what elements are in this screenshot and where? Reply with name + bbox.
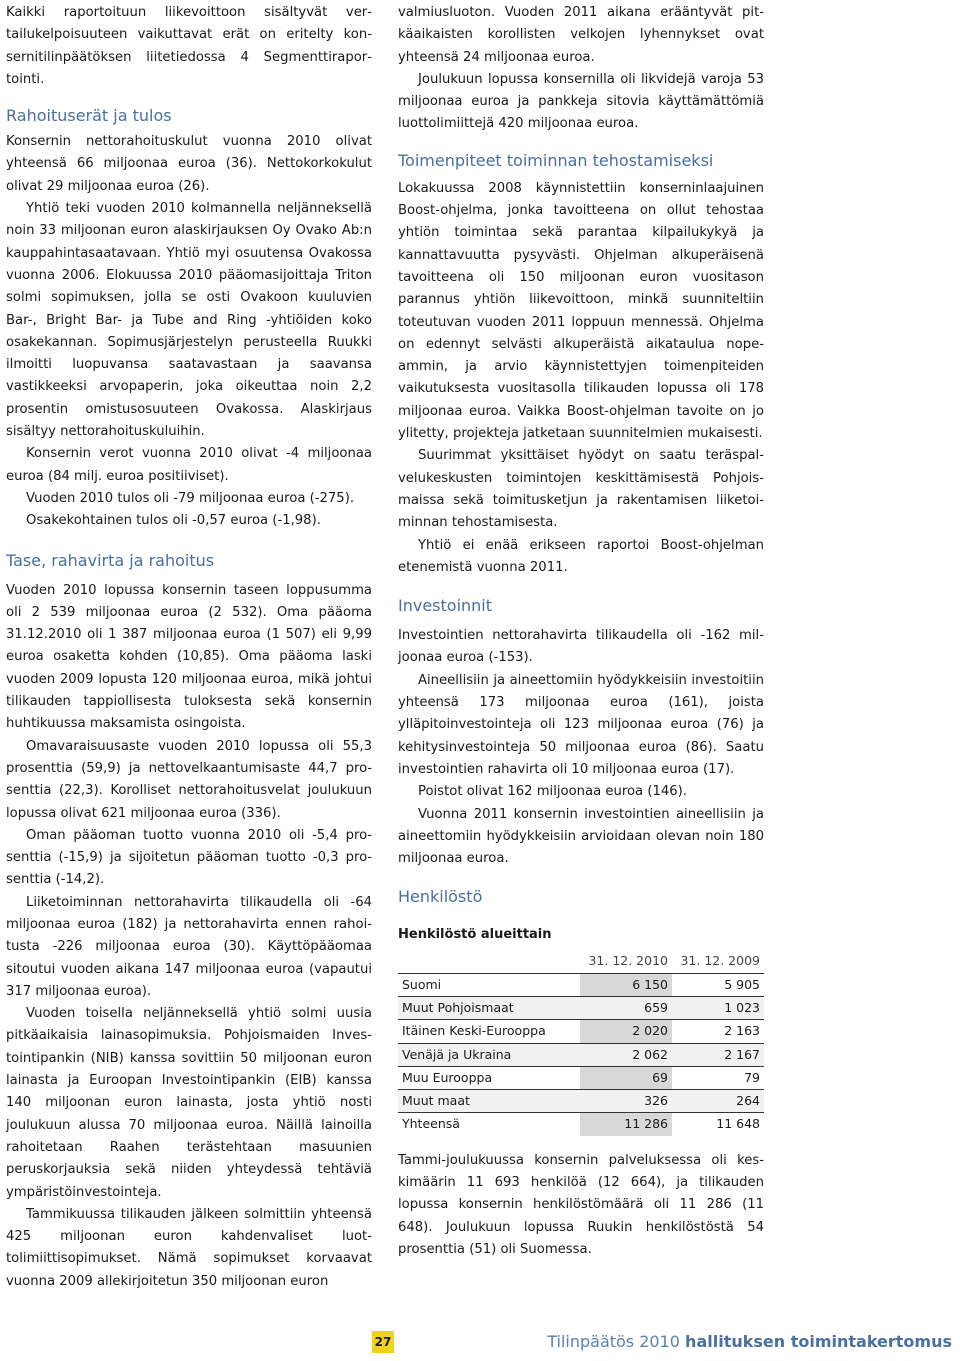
row-value-2009: 264 — [672, 1090, 764, 1113]
table-header-2009: 31. 12. 2009 — [672, 950, 764, 973]
row-value-2010: 2 062 — [580, 1043, 672, 1066]
row-label: Yhteensä — [402, 1116, 460, 1132]
row-value-2009: 11 648 — [716, 1116, 760, 1132]
body-paragraph: Tammi-joulukuussa konsernin palveluksessa oli keskimäärin 11 693 henkilöä (12 664), ja tilikauden lopussa konsernin henkilöstömäärä oli 11 286 (11 648). Joulukuun lopussa Ruukin henkilöstöstä 54 prosenttia (51) oli Suomessa. — [398, 1152, 764, 1257]
row-label: Suomi — [398, 973, 580, 996]
footer-title — [547, 1331, 952, 1353]
row-value-2010: 326 — [580, 1090, 672, 1113]
row-value-2010: 2 020 — [580, 1020, 672, 1043]
footer-doc-title: Tilinpäätös 2010 — [547, 1332, 680, 1351]
body-paragraph: Suurimmat yksittäiset hyödyt on saatu teräspalvelukeskusten toimintojen keskittämisestä Pohjoismaissa sekä toimitusketjun ja rakentamisen liiketoiminnan tehostamisesta. — [398, 448, 764, 531]
body-paragraph: valmiusluoton. Vuoden 2011 aikana erääntyvät pitkäaikaisten korollisten velkojen lyhennykset ovat yhteensä 24 miljoonaa euroa. — [398, 5, 764, 65]
row-label: Itäinen Keski-Eurooppa — [398, 1020, 580, 1043]
right-column — [398, 2, 764, 1261]
body-paragraph: Oman pääoman tuotto vuonna 2010 oli -5,4 prosenttia (-15,9) ja sijoitetun pääoman tuotto -0,3 prosenttia (-14,2). — [6, 827, 372, 888]
row-label: Muut Pohjoismaat — [398, 996, 580, 1019]
table-row — [398, 1066, 764, 1089]
table-row — [398, 1090, 764, 1113]
body-paragraph: Konsernin verot vuonna 2010 olivat -4 miljoonaa euroa (84 milj. euroa positiiviset). — [6, 446, 372, 484]
body-paragraph: Poistot olivat 162 miljoonaa euroa (146). — [418, 784, 687, 800]
personnel-table — [398, 950, 764, 1135]
body-paragraph: Osakekohtainen tulos oli -0,57 euroa (-1,98). — [26, 513, 321, 529]
section-heading: Investoinnit — [398, 596, 493, 616]
row-value-2009: 2 167 — [672, 1043, 764, 1066]
body-paragraph: Aineellisiin ja aineettomiin hyödykkeisiin investoitiin yhteensä 173 miljoonaa euroa (161), joista ylläpitoinvestointeja oli 123 miljoonaa euroa (76) ja kehitysinvestointeja 50 miljoonaa euroa (86). Saatu investointien rahavirta oli 10 miljoonaa euroa (17). — [398, 672, 764, 777]
table-title: Henkilöstö alueittain — [398, 927, 552, 943]
table-header-2010: 31. 12. 2010 — [580, 950, 672, 973]
body-paragraph: Liiketoiminnan nettorahavirta tilikaudella oli -64 miljoonaa euroa (182) ja nettorahavirta ennen rahoitusta -226 miljoonaa euroa (30). Käyttöpääomaa sitoutui vuoden aikana 147 miljoonaa euroa (vapautui 317 miljoonaa euroa). — [6, 894, 372, 999]
row-value-2009: 79 — [672, 1066, 764, 1089]
body-paragraph: Yhtiö teki vuoden 2010 kolmannella neljänneksellä noin 33 miljoonan euron alaskirjauksen Oy Ovako Ab:n kauppahintasaatavaan. Yhtiö myi osuutensa Ovakossa vuonna 2006. Elokuussa 2010 pääomasijoittaja Triton solmi sopimuksen, jolla se osti Ovakoon kuuluvien Bar-, Bright Bar- ja Tube and Ring -yhtiöiden koko osakekannan. Sopimusjärjestelyn perusteella Ruukki ilmoitti luopuvansa saatavastaan ja saavansa vastikkeeksi arvopaperin, joka oikeuttaa noin 2,2 prosentin omistusosuuteen Ovakossa. Alaskirjaus sisältyy nettorahoituskuluihin. — [6, 201, 372, 440]
table-header-blank — [398, 950, 580, 973]
table-row — [398, 1043, 764, 1066]
section-heading: Tase, rahavirta ja rahoitus — [6, 550, 215, 570]
row-value-2010: 69 — [580, 1066, 672, 1089]
table-row — [398, 1020, 764, 1043]
row-value-2009: 2 163 — [672, 1020, 764, 1043]
row-value-2010: 11 286 — [580, 1113, 672, 1136]
table-row — [398, 973, 764, 996]
body-paragraph: Konsernin nettorahoituskulut vuonna 2010 olivat yhteensä 66 miljoonaa euroa (36). Nettokorkokulut olivat 29 miljoonaa euroa (26). — [6, 134, 372, 194]
section-heading: Henkilöstö — [398, 887, 483, 907]
body-paragraph: Investointien nettorahavirta tilikaudella oli -162 miljoonaa euroa (-153). — [398, 628, 764, 666]
page-number: 27 — [372, 1331, 394, 1353]
body-paragraph: Joulukuun lopussa konsernilla oli likvidejä varoja 53 miljoonaa euroa ja pankkeja sitovia käyttämättömiä luottolimiittejä 420 miljoonaa euroa. — [398, 71, 764, 132]
row-label: Muu Eurooppa — [398, 1066, 580, 1089]
page-footer — [0, 1331, 960, 1355]
row-label: Venäjä ja Ukraina — [398, 1043, 580, 1066]
section-heading: Toimenpiteet toiminnan tehostamiseksi — [398, 150, 714, 170]
row-value-2009: 1 023 — [672, 996, 764, 1019]
row-value-2010: 6 150 — [580, 973, 672, 996]
body-paragraph: Omavaraisuusaste vuoden 2010 lopussa oli 55,3 prosenttia (59,9) ja nettovelkaantumisaste 44,7 prosenttia (22,3). Korolliset nettorahoitusvelat joulukuun lopussa olivat 621 miljoonaa euroa (336). — [6, 738, 372, 821]
footer-section-title: hallituksen toimintakertomus — [685, 1332, 952, 1351]
body-paragraph: Lokakuussa 2008 käynnistettiin konserninlaajuinen Boost-ohjelma, jonka tavoitteena on ollut tehostaa yhtiön toimintaa sekä parantaa kilpailukykyä ja kannattavuutta pysyvästi. Ohjelman alkuperäisenä tavoitteena oli 150 miljoonan euron vuositason parannus yhtiön liikevoittoon, minkä suunniteltiin toteutuvan vuoden 2011 loppuun mennessä. Ohjelma on edennyt selvästi alkuperäistä aikataulua nopeammin, ja arvio käynnistettyjen toimenpiteiden vaikutuksesta vuositasolla tilikauden lopussa oli 178 miljoonaa euroa. Vaikka Boost-ohjelman tavoite on jo ylitetty, projekteja jatketaan suunnitelmien mukaisesti. — [398, 180, 764, 442]
left-column — [6, 2, 372, 1293]
section-heading: Rahoituserät ja tulos — [6, 106, 172, 126]
body-paragraph: Tammikuussa tilikauden jälkeen solmittiin yhteensä 425 miljoonan euron kahdenvaliset luottolimiittisopimukset. Nämä sopimukset korvaavat vuonna 2009 allekirjoitetun 350 miljoonan euron — [6, 1206, 372, 1289]
body-paragraph: Vuoden 2010 lopussa konsernin taseen loppusumma oli 2 539 miljoonaa euroa (2 532). Oma pääoma 31.12.2010 oli 1 387 miljoonaa euroa (1 507) eli 9,99 euroa osaketta kohden (10,85). Oma pääoma laski vuoden 2009 lopusta 120 miljoonaa euroa, mikä johtui tilikauden tappiollisesta tuloksesta sekä konsernin huhtikuussa maksamista osingoista. — [6, 582, 372, 732]
row-value-2009: 5 905 — [672, 973, 764, 996]
row-value-2010: 659 — [580, 996, 672, 1019]
body-paragraph: Kaikki raportoituun liikevoittoon sisältyvät vertailukelpoisuuteen vaikuttavat erät on eritelty konsernitilinpäätöksen liitetiedossa 4 Segmenttiraportointi. — [6, 5, 372, 87]
table-row — [398, 996, 764, 1019]
body-paragraph: Vuonna 2011 konsernin investointien aineellisiin ja aineettomiin hyödykkeisiin arvioidaan olevan noin 180 miljoonaa euroa. — [398, 806, 764, 867]
body-paragraph: Yhtiö ei enää erikseen raportoi Boost-ohjelman etenemistä vuonna 2011. — [398, 537, 764, 575]
row-label: Muut maat — [398, 1090, 580, 1113]
body-paragraph: Vuoden 2010 tulos oli -79 miljoonaa euroa (-275). — [26, 490, 355, 506]
body-paragraph: Vuoden toisella neljänneksellä yhtiö solmi uusia pitkäaikaisia lainasopimuksia. Pohjoismaiden Investointipankin (NIB) kanssa sovittiin 50 miljoonan euron lainasta ja Euroopan Investointipankin (EIB) kanssa 140 miljoonan euron lainasta, josta yhtiö nosti joulukuun alussa 70 miljoonaa euroa. Näillä lainoilla rahoitetaan Raahen terästehtaan masuunien peruskorjauksia sekä niiden yhteydessä tehtäviä ympäristöinvestointeja. — [6, 1006, 372, 1200]
table-row — [398, 1113, 764, 1136]
